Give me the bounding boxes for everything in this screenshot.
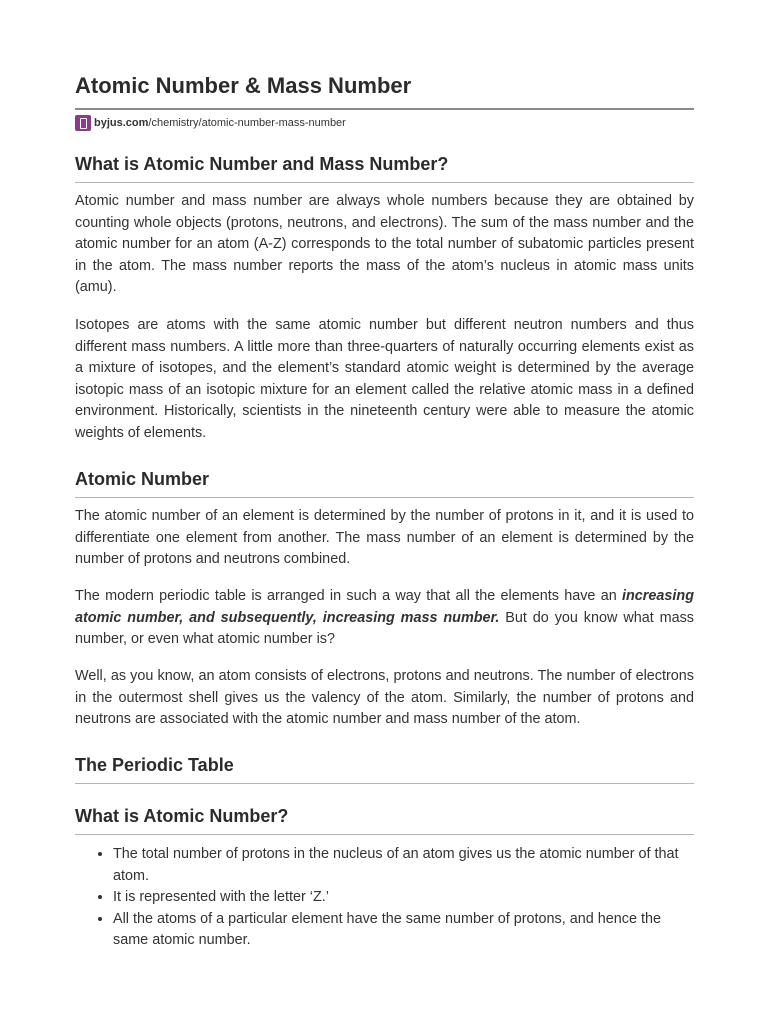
paragraph: Isotopes are atoms with the same atomic number but different neutron numbers and thus different mass numbers. A little more than three-quarters of naturally occurring elements exist as a mixture of isotopes, and the element’s standard atomic weight is determined by the average isotopic mass of an isotopic mixture for an element called the relative atomic mass in a defined environment. Historically, scientists in the nineteenth century were able to measure the atomic weights of elements. [75, 317, 694, 441]
source-domain: byjus.com [94, 117, 149, 129]
source-path: /chemistry/atomic-number-mass-number [148, 117, 346, 129]
list-item: • All the atoms of a particular element have the same number of protons, and hence the same atomic number. [113, 909, 694, 952]
section-heading-periodic-table: The Periodic Table [75, 755, 234, 775]
list-item: • The total number of protons in the nucleus of an atom gives us the atomic number of that atom. [113, 844, 694, 887]
section-heading-atomic-number: Atomic Number [75, 469, 210, 489]
paragraph: Well, as you know, an atom consists of electrons, protons and neutrons. The number of electrons in the outermost shell gives us the valency of the atom. Similarly, the number of protons and neutrons are associated with the atomic number and mass number of the atom. [75, 668, 694, 728]
page-title: Atomic Number & Mass Number [75, 73, 412, 98]
section-heading-what-is-atomic-and-mass-number: What is Atomic Number and Mass Number? [75, 154, 449, 174]
source-link[interactable] [75, 114, 346, 132]
section-divider [75, 834, 694, 835]
byjus-logo-icon [75, 115, 91, 131]
title-divider [75, 108, 694, 110]
paragraph-with-emphasis [75, 586, 694, 651]
section-divider [75, 783, 694, 784]
bullet-list [75, 844, 694, 952]
paragraph: The atomic number of an element is determined by the number of protons in it, and it is used to differentiate one element from another. The mass number of an element is determined by the number of protons and neutrons combined. [75, 508, 694, 568]
section-divider [75, 182, 694, 183]
section-heading-what-is-atomic-number: What is Atomic Number? [75, 806, 289, 826]
paragraph-text: The modern periodic table is arranged in such a way that all the elements have an [75, 588, 623, 604]
emphasis-text: increasing atomic number, and subsequently, increasing mass number. [75, 588, 694, 626]
paragraph: Atomic number and mass number are always whole numbers because they are obtained by counting whole objects (protons, neutrons, and electrons). The sum of the mass number and the atomic number for an atom (A-Z) corresponds to the total number of subatomic particles present in the atom. The mass number reports the mass of the atom’s nucleus in atomic mass units (amu). [75, 193, 694, 296]
list-item: • It is represented with the letter ‘Z.’ [113, 887, 694, 909]
paragraph-text: But do you know what mass number, or even what atomic number is? [75, 609, 694, 648]
section-divider [75, 497, 694, 498]
